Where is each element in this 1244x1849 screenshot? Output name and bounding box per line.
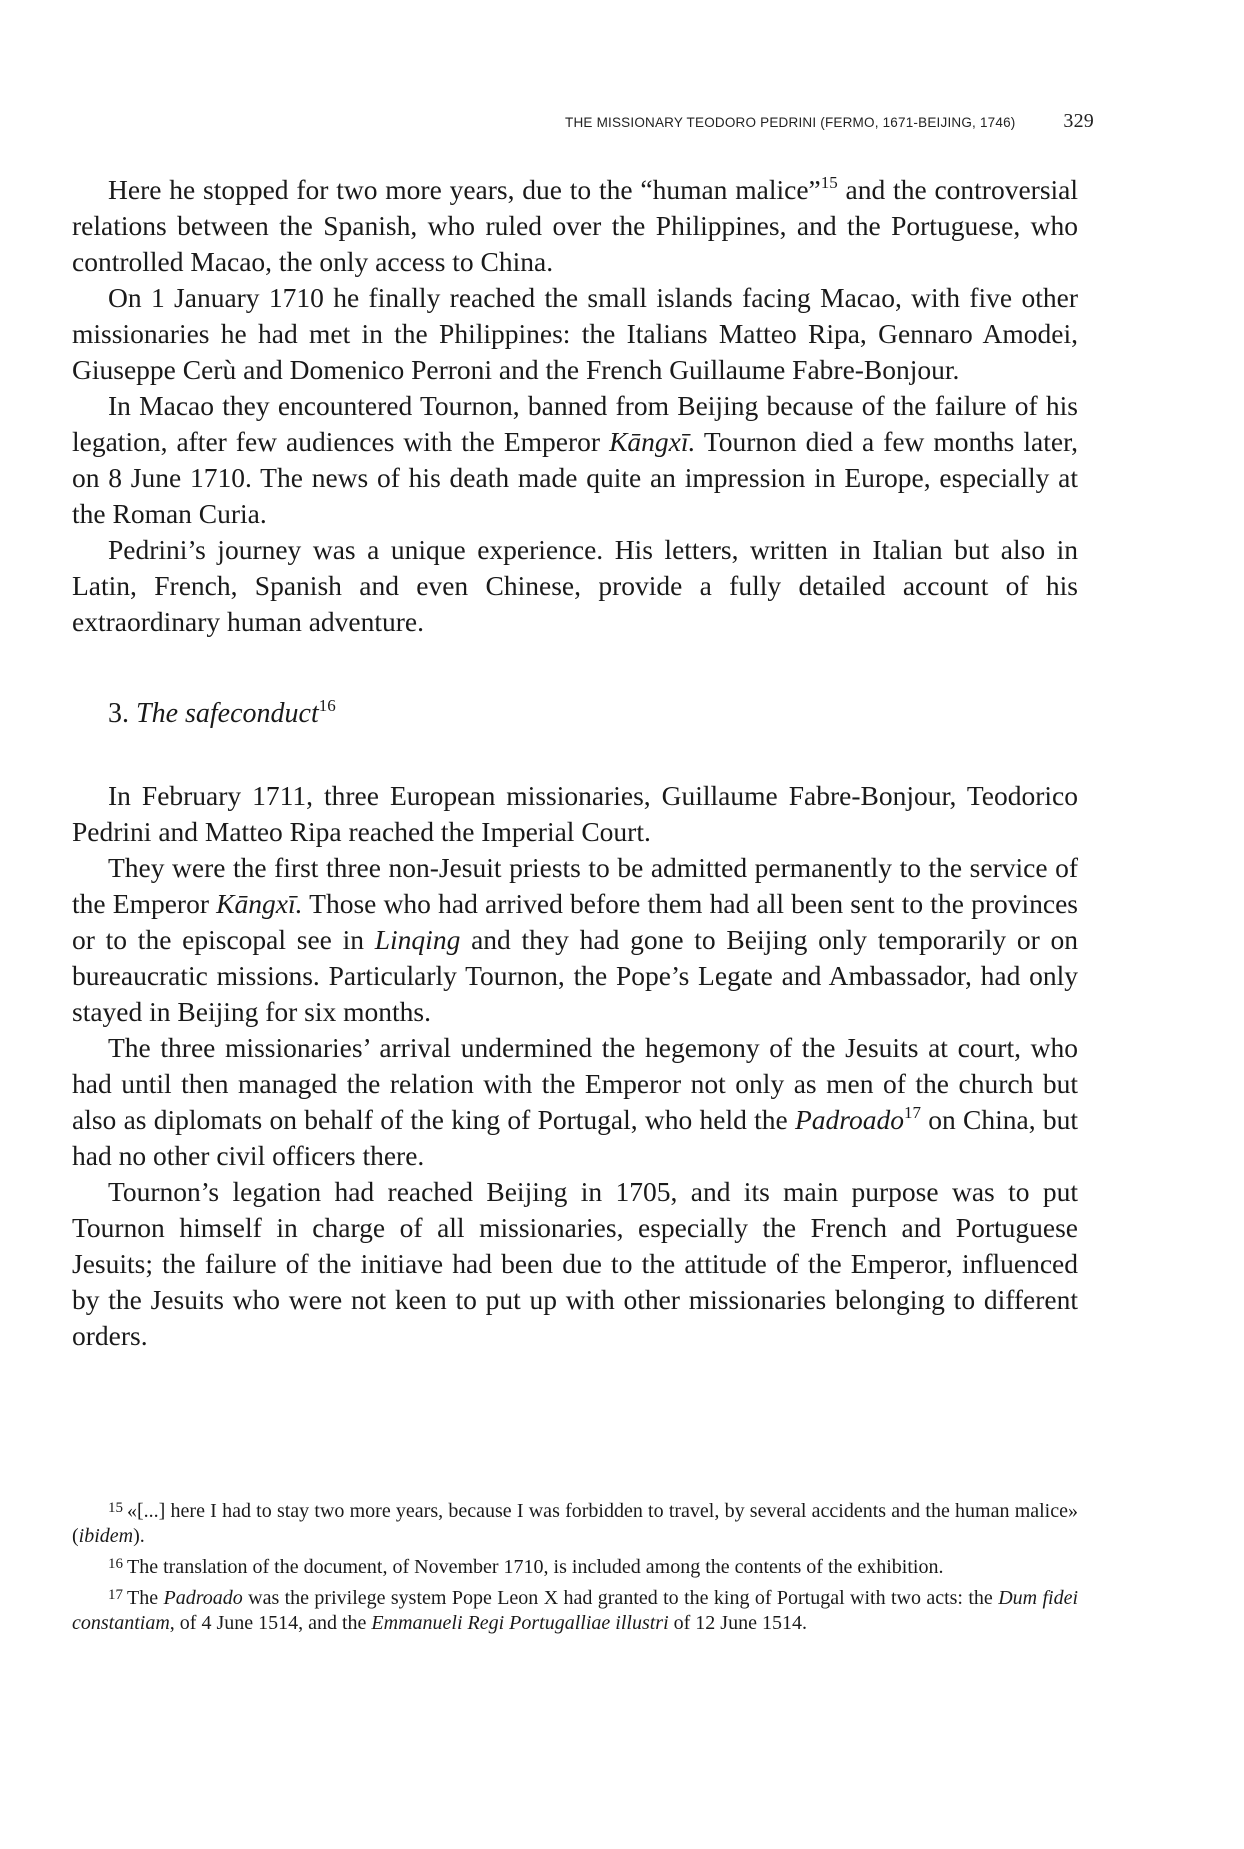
text-span: Here he stopped for two more years, due to the “human malice” (108, 174, 821, 205)
italic-term: Padroado (795, 1104, 904, 1135)
text-span: «[...] here I had to stay two more years, because I was forbidden to travel, by several accidents and the human malice» ( (72, 1500, 1078, 1547)
text-span: Tournon died a few months later, on 8 June 1710. The news of his death made quite an impression in Europe, especially at the Roman Curia. (72, 426, 1078, 529)
section-heading (72, 696, 1078, 732)
italic-term: Dum fidei constantiam (72, 1587, 1079, 1634)
footnote-number: 16 (108, 1556, 123, 1572)
italic-term: Padroado (163, 1587, 243, 1609)
footnotes (72, 1496, 1078, 1639)
running-head-text: THE MISSIONARY TEODORO PEDRINI (FERMO, 1671-BEIJING, 1746) (565, 115, 1016, 130)
italic-term: Kāngxī. (216, 888, 303, 919)
text-span: and they had gone to Beijing only temporarily or on bureaucratic missions. Particularly Tournon, the Pope’s Legate and Ambassador, had only stayed in Beijing for six months. (72, 924, 1078, 1027)
text-span: , of 4 June 1514, and the (169, 1612, 372, 1634)
italic-term: Kāngxī. (609, 426, 696, 457)
section-number: 3. (108, 698, 129, 729)
paragraph (72, 1030, 1078, 1174)
italic-term: Emmanueli Regi Portugalliae illustri (371, 1612, 669, 1634)
footnote-number: 15 (108, 1500, 123, 1516)
text-span: The three missionaries’ arrival undermined the hegemony of the Jesuits at court, who had until then managed the relation with the Emperor not only as men of the church but also as diplomats on behalf of the king of Portugal, who held the (72, 1032, 1078, 1135)
body-text (72, 172, 1078, 1354)
footnote-ref: 17 (903, 1103, 921, 1122)
paragraph (72, 172, 1078, 280)
footnote (72, 1583, 1078, 1636)
page-number: 329 (1063, 110, 1094, 132)
footnote-ref: 15 (820, 173, 838, 192)
text-span: was the privilege system Pope Leon X had granted to the king of Portugal with two acts: the (242, 1587, 999, 1609)
footnote-ref: 16 (318, 696, 336, 715)
text-span: The (127, 1587, 164, 1609)
italic-term: Linqing (374, 924, 461, 955)
text-span: on China, but had no other civil officers there. (72, 1104, 1078, 1171)
text-span: The translation of the document, of November 1710, is included among the contents of the exhibition. (127, 1556, 944, 1578)
footnote-number: 17 (108, 1587, 123, 1603)
text-span: Those who had arrived before them had all been sent to the provinces or to the episcopal see in (72, 888, 1078, 955)
italic-term: ibidem (78, 1525, 134, 1547)
text-span: ). (133, 1525, 145, 1547)
paragraph: Tournon’s legation had reached Beijing in 1705, and its main purpose was to put Tournon himself in charge of all missionaries, especially the French and Portuguese Jesuits; the failure of the initiave had been due to the attitude of the Emperor, influenced by the Jesuits who were not keen to put up with other missionaries belonging to different orders. (72, 1176, 1078, 1351)
paragraph (72, 850, 1078, 1030)
footnote (72, 1496, 1078, 1549)
paragraph: In February 1711, three European missionaries, Guillaume Fabre-Bonjour, Teodorico Pedrini and Matteo Ripa reached the Imperial Court. (72, 780, 1078, 847)
paragraph: On 1 January 1710 he finally reached the small islands facing Macao, with five other missionaries he had met in the Philippines: the Italians Matteo Ripa, Gennaro Amodei, Giuseppe Cerù and Domenico Perroni and the French Guillaume Fabre-Bonjour. (72, 282, 1078, 385)
text-span: and the controversial relations between the Spanish, who ruled over the Philippines, and the Portuguese, who controlled Macao, the only access to China. (72, 174, 1079, 277)
text-span: They were the first three non-Jesuit priests to be admitted permanently to the service of the Emperor (72, 852, 1078, 919)
footnote (72, 1552, 1078, 1580)
running-head (565, 110, 1094, 133)
text-span: of 12 June 1514. (668, 1612, 807, 1634)
text-span: In Macao they encountered Tournon, banned from Beijing because of the failure of his legation, after few audiences with the Emperor (72, 390, 1078, 457)
paragraph (72, 388, 1078, 532)
paragraph: Pedrini’s journey was a unique experience. His letters, written in Italian but also in Latin, French, Spanish and even Chinese, provide a fully detailed account of his extraordinary human adventure. (72, 534, 1078, 637)
section-title: The safeconduct (136, 698, 319, 729)
